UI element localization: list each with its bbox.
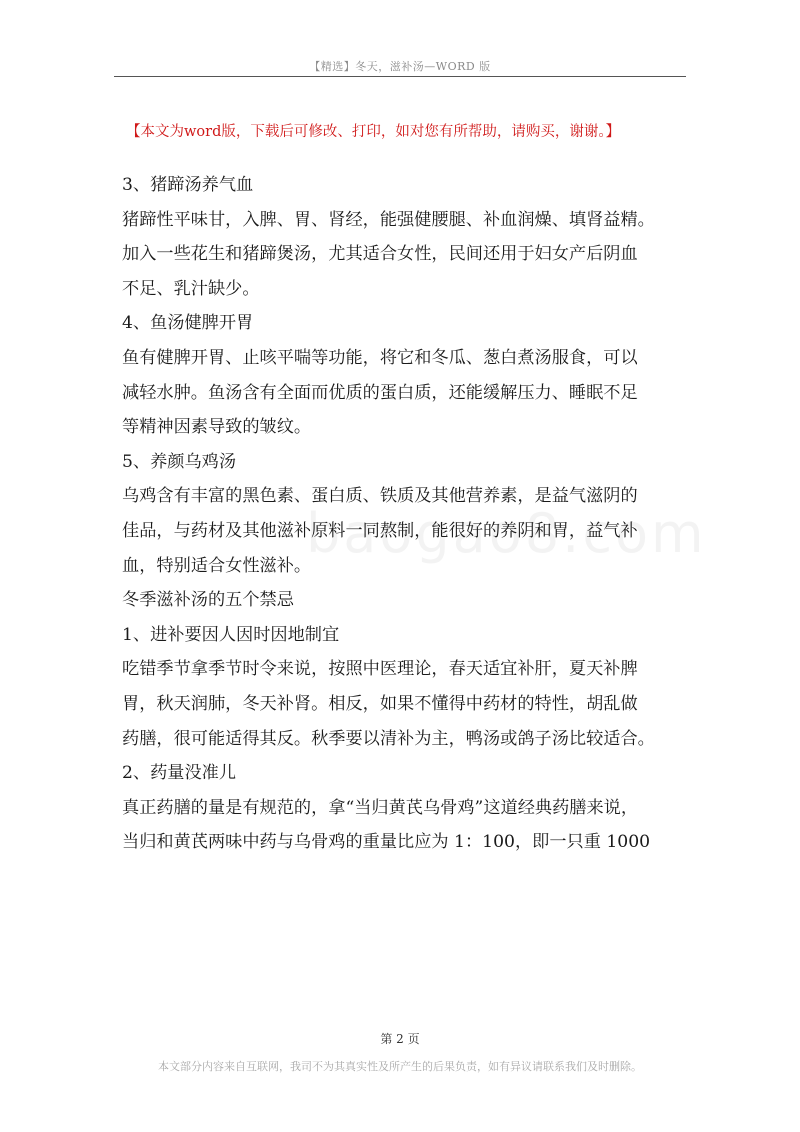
paragraph-line: 等精神因素导致的皱纹。 bbox=[122, 417, 312, 438]
paragraph-line: 佳品，与药材及其他滋补原料一同熬制，能很好的养阴和胃，益气补 bbox=[122, 520, 638, 541]
page-header-title: 【精选】冬天，滋补汤—WORD 版 bbox=[309, 60, 491, 73]
paragraph-line: 当归和黄芪两味中药与乌骨鸡的重量比应为 1：100，即一只重 1000 bbox=[122, 832, 651, 853]
paragraph-line: 血，特别适合女性滋补。 bbox=[122, 555, 312, 576]
heading-taboo-1: 1、进补要因人因时因地制宜 bbox=[122, 624, 340, 645]
heading-pig-trotter-soup: 3、猪蹄汤养气血 bbox=[122, 175, 254, 195]
section-heading-five-taboos: 冬季滋补汤的五个禁忌 bbox=[122, 590, 294, 611]
paragraph-line: 真正药膳的量是有规范的，拿“当归黄芪乌骨鸡”这道经典药膳来说， bbox=[122, 797, 639, 818]
paragraph-line: 胃，秋天润肺，冬天补肾。相反，如果不懂得中药材的特性，胡乱做 bbox=[122, 693, 638, 714]
page-number: 第 2 页 bbox=[380, 1032, 420, 1046]
paragraph-line: 鱼有健脾开胃、止咳平喘等功能，将它和冬瓜、葱白煮汤服食，可以 bbox=[122, 347, 638, 368]
heading-black-chicken-soup: 5、养颜乌鸡汤 bbox=[122, 451, 237, 472]
download-notice: 【本文为word版，下载后可修改、打印，如对您有所帮助，请购买，谢谢。】 bbox=[126, 124, 621, 140]
article-body bbox=[122, 168, 692, 860]
paragraph-line: 加入一些花生和猪蹄煲汤，尤其适合女性，民间还用于妇女产后阴血 bbox=[122, 244, 638, 265]
paragraph-line: 吃错季节拿季节时令来说，按照中医理论，春天适宜补肝，夏天补脾 bbox=[122, 659, 638, 680]
heading-taboo-2: 2、药量没准儿 bbox=[122, 763, 237, 784]
header-divider bbox=[114, 76, 686, 77]
paragraph-line: 猪蹄性平味甘，入脾、胃、肾经，能强健腰腿、补血润燥、填肾益精。 bbox=[122, 209, 655, 230]
paragraph-line: 减轻水肿。鱼汤含有全面而优质的蛋白质，还能缓解压力、睡眠不足 bbox=[122, 382, 638, 403]
paragraph-line: 不足、乳汁缺少。 bbox=[122, 278, 260, 299]
paragraph-line: 乌鸡含有丰富的黑色素、蛋白质、铁质及其他营养素，是益气滋阴的 bbox=[122, 486, 638, 507]
page-footer-disclaimer: 本文部分内容来自互联网，我司不为其真实性及所产生的后果负责，如有异议请联系我们及时删除。 bbox=[158, 1060, 642, 1073]
heading-fish-soup: 4、鱼汤健脾开胃 bbox=[122, 313, 254, 334]
paragraph-line: 药膳，很可能适得其反。秋季要以清补为主，鸭汤或鸽子汤比较适合。 bbox=[122, 728, 655, 749]
